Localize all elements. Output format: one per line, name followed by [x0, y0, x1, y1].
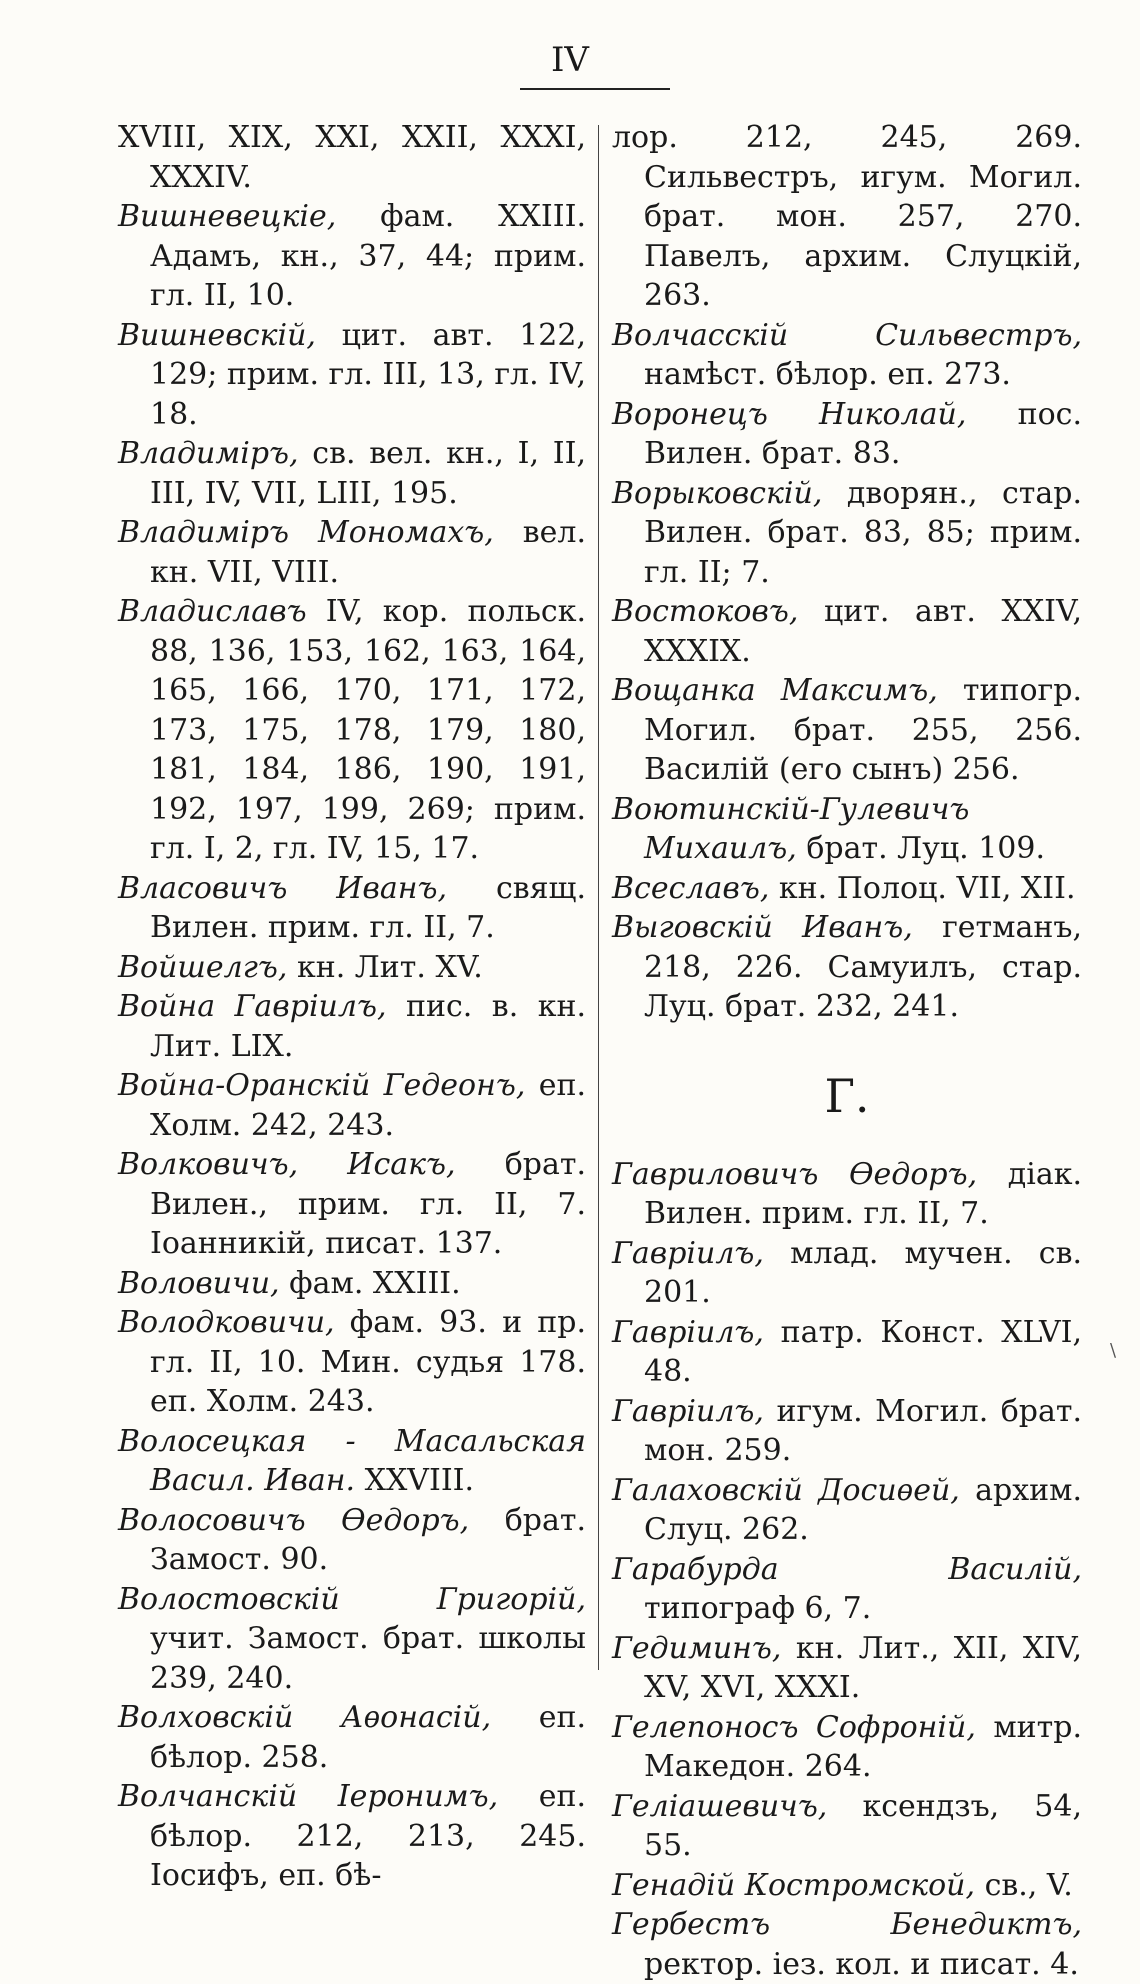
entry-text: игум. Могил. брат. мон. 259.	[644, 1393, 1082, 1468]
index-entry	[118, 1698, 586, 1777]
entry-name: Вощанка Максимъ,	[612, 673, 938, 708]
index-entry	[118, 1145, 586, 1264]
entry-text: свящ. Вилен. прим. гл. II, 7.	[150, 870, 586, 945]
entry-text: ректор. іез. кол. и писат. 4.	[644, 1946, 1079, 1982]
entry-name: Востоковъ,	[612, 594, 799, 629]
index-entry	[612, 869, 1082, 909]
entry-name: Волчанскій Іеронимъ,	[118, 1779, 499, 1814]
entry-text: еп. Холм. 242, 243.	[150, 1068, 586, 1143]
index-entry	[612, 1905, 1082, 1984]
entry-name: Волостовскій Григорій,	[118, 1581, 586, 1617]
entry-text: брат. Вилен., прим. гл. II, 7. Іоанникій, писат. 137.	[150, 1147, 586, 1261]
entry-text: патр. Конст. XLVI, 48.	[644, 1314, 1082, 1389]
index-entry	[118, 316, 586, 435]
entry-text: св., V.	[975, 1867, 1073, 1903]
entry-name: Вишневецкіе,	[118, 199, 337, 234]
page-number: IV	[551, 40, 589, 80]
entry-name: Волковичъ, Исакъ,	[118, 1147, 456, 1182]
index-entry	[612, 1234, 1082, 1313]
entry-name: Гербестъ Бенедиктъ,	[612, 1907, 1082, 1942]
index-entry	[612, 1708, 1082, 1787]
entry-name: Война-Оранскій Гедеонъ,	[118, 1068, 526, 1103]
entry-text: лор. 212, 245, 269. Сильвестръ, игум. Могил. брат. мон. 257, 270. Павелъ, архим. Слуцкій, 263.	[612, 120, 1082, 313]
entry-text: пос. Вилен. брат. 83.	[644, 396, 1082, 471]
header-rule	[520, 88, 670, 90]
entry-text: фам. XXIII. Адамъ, кн., 37, 44; прим. гл. II, 10.	[150, 199, 586, 313]
entry-name: Гавриловичъ Ѳедоръ,	[612, 1156, 978, 1192]
index-entry	[118, 513, 586, 592]
entry-name: Геліашевичъ,	[612, 1788, 828, 1824]
entry-name: Воронецъ Николай,	[612, 396, 967, 432]
index-entry	[118, 197, 586, 316]
entry-text: типогр. Могил. брат. 255, 256. Василій (его сынъ) 256.	[644, 673, 1082, 787]
entry-text: кн. Лит., XII, XIV, XV, XVI, XXXI.	[644, 1630, 1082, 1705]
entry-text: типограф 6, 7.	[644, 1591, 872, 1626]
entry-text: XVIII, XIX, XXI, XXII, XXXI, XXXIV.	[118, 120, 586, 195]
entry-name: Волховскій Аѳонасій,	[118, 1700, 492, 1735]
entry-text: намѣст. бѣлор. еп. 273.	[644, 357, 1011, 392]
entry-name: Владиславъ	[118, 594, 307, 629]
entry-name: Владиміръ,	[118, 436, 299, 471]
entry-text: XXVIII.	[355, 1463, 475, 1498]
index-entry	[612, 474, 1082, 593]
entry-name: Власовичъ Иванъ,	[118, 870, 448, 906]
entry-text: архим. Слуц. 262.	[644, 1472, 1082, 1547]
index-entry	[118, 1422, 586, 1501]
entry-name: Выговскій Иванъ,	[612, 910, 913, 945]
entry-text: брат. Замост. 90.	[150, 1502, 586, 1577]
entry-name: Гелепоносъ Софроній,	[612, 1709, 976, 1745]
index-entry	[612, 118, 1082, 316]
index-entry	[118, 1264, 586, 1304]
entry-name: Генадій Костромской,	[612, 1867, 976, 1903]
entry-text: кн. Лит. XV.	[287, 949, 483, 985]
index-entry	[118, 869, 586, 948]
left-column	[118, 118, 586, 1896]
entry-name: Волосецкая - Масальская Васил. Иван.	[118, 1423, 586, 1498]
section-letter-heading: Г.	[824, 1068, 870, 1123]
entry-name: Володковичи,	[118, 1305, 335, 1340]
stray-mark: \	[1110, 1340, 1117, 1361]
index-entry	[612, 395, 1082, 474]
index-entry	[612, 1313, 1082, 1392]
index-entry	[612, 592, 1082, 671]
entry-name: Волосовичъ Ѳедоръ,	[118, 1502, 470, 1538]
entry-name: Гарабурда Василій,	[612, 1551, 1082, 1587]
entry-text: брат. Луц. 109.	[796, 831, 1046, 866]
index-entry	[118, 434, 586, 513]
index-entry	[612, 1787, 1082, 1866]
index-entry	[118, 987, 586, 1066]
index-entry	[612, 790, 1082, 869]
index-entry	[612, 316, 1082, 395]
entry-text: св. вел. кн., I, II, III, IV, VII, LIII, 195.	[150, 436, 586, 511]
index-entry	[118, 1777, 586, 1896]
entry-name: Гавріилъ,	[612, 1314, 764, 1350]
entry-name: Войшелгъ,	[118, 949, 288, 985]
entry-text: цит. авт. XXIV, XXXIX.	[644, 594, 1082, 669]
entry-text: митр. Македон. 264.	[644, 1709, 1082, 1784]
entry-name: Галаховскій Досиѳей,	[612, 1472, 960, 1508]
entry-text: діак. Вилен. прим. гл. II, 7.	[644, 1156, 1082, 1231]
index-entry	[118, 1501, 586, 1580]
index-entry	[612, 1471, 1082, 1550]
entry-text: дворян., стар. Вилен. брат. 83, 85; прим. гл. II; 7.	[644, 475, 1082, 590]
entry-text: IV, кор. польск. 88, 136, 153, 162, 163, 164, 165, 166, 170, 171, 172, 173, 175, 178, 179, 180, 181, 184, 186, 190, 191, 192, 197, 199, 269; прим. гл. I, 2, гл. IV, 15, 17.	[150, 594, 586, 866]
column-divider	[598, 125, 599, 1670]
entry-name: Гавріилъ,	[612, 1235, 764, 1271]
right-column	[612, 118, 1082, 1984]
entry-text: вел. кн. VII, VIII.	[150, 515, 586, 590]
entry-name: Воловичи,	[118, 1265, 280, 1301]
index-entry	[612, 908, 1082, 1027]
entry-text: ксендзъ, 54, 55.	[644, 1788, 1082, 1863]
entry-name: Вишневскій,	[118, 317, 316, 353]
entry-name: Воютинскій-Гулевичъ Михаилъ,	[612, 791, 970, 866]
index-entry	[612, 1866, 1082, 1906]
entry-text: цит. авт. 122, 129; прим. гл. III, 13, гл. IV, 18.	[150, 317, 586, 432]
entry-text: учит. Замост. брат. школы 239, 240.	[150, 1621, 586, 1696]
entry-text: кн. Полоц. VII, XII.	[769, 870, 1076, 906]
entry-text: фам. 93. и пр. гл. II, 10. Мин. судья 178. еп. Холм. 243.	[150, 1305, 586, 1419]
index-entry	[118, 118, 586, 197]
entry-name: Гавріилъ,	[612, 1393, 764, 1429]
index-entry	[612, 671, 1082, 790]
entry-name: Волчасскій Сильвестръ,	[612, 317, 1082, 353]
index-entry	[612, 1155, 1082, 1234]
entry-text: фам. XXIII.	[279, 1265, 461, 1301]
index-entry	[612, 1550, 1082, 1629]
index-entry	[118, 592, 586, 869]
entry-name: Владиміръ Мономахъ,	[118, 515, 494, 550]
entry-name: Ворыковскій,	[612, 475, 823, 511]
entry-text: млад. мучен. св. 201.	[644, 1235, 1082, 1310]
entry-text: еп. бѣлор. 258.	[150, 1700, 586, 1775]
entry-name: Гедиминъ,	[612, 1630, 782, 1666]
entry-name: Война Гавріилъ,	[118, 989, 387, 1024]
entry-text: гетманъ, 218, 226. Самуилъ, стар. Луц. брат. 232, 241.	[644, 910, 1082, 1024]
index-entry	[118, 1066, 586, 1145]
index-entry	[118, 1303, 586, 1422]
index-entry	[118, 1580, 586, 1699]
entry-text: еп. бѣлор. 212, 213, 245. Іосифъ, еп. бѣ-	[150, 1779, 586, 1893]
index-entry	[612, 1392, 1082, 1471]
index-entry	[118, 948, 586, 988]
index-entry	[612, 1629, 1082, 1708]
entry-text: пис. в. кн. Лит. LIX.	[150, 989, 586, 1064]
entry-name: Всеславъ,	[612, 870, 770, 906]
